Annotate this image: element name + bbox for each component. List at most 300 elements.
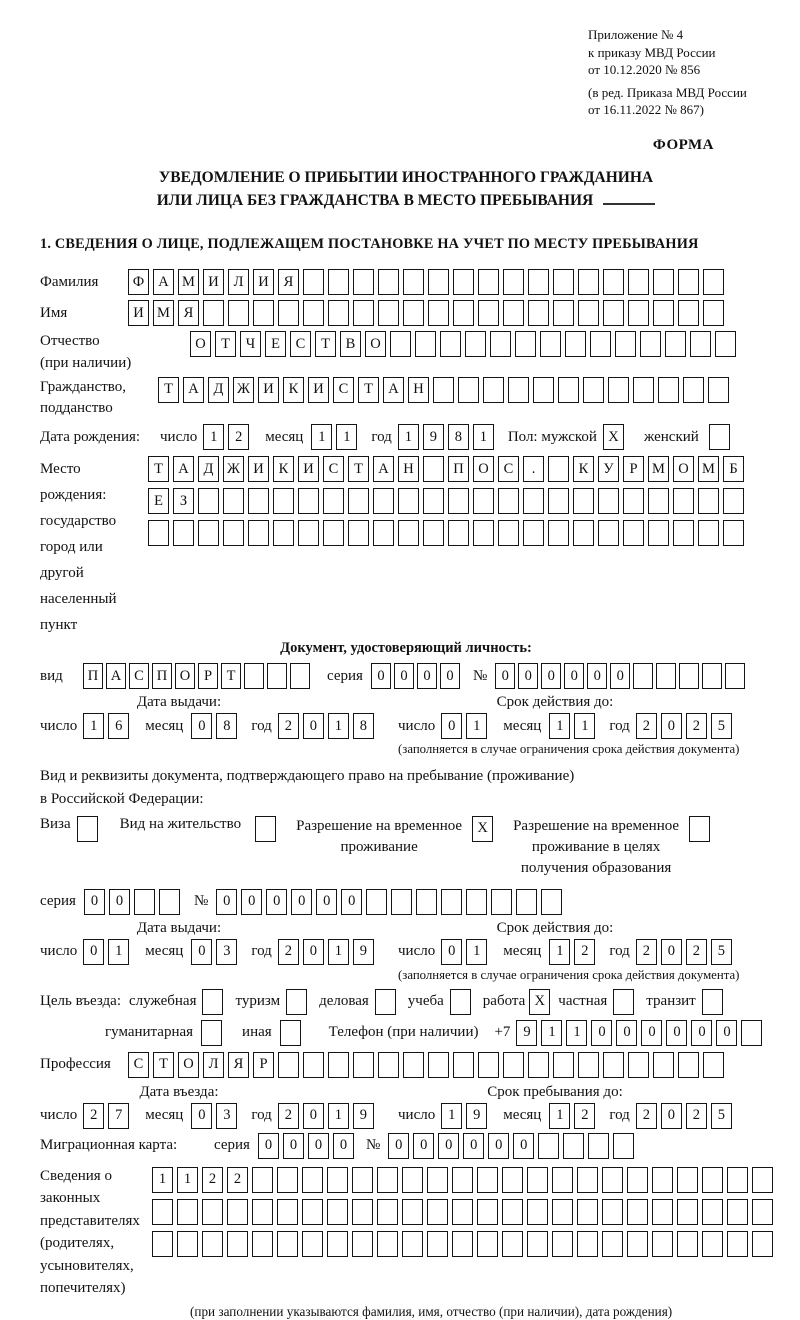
form-cell[interactable]: 0 bbox=[191, 939, 212, 965]
form-cell[interactable]: 6 bbox=[108, 713, 129, 739]
form-cell[interactable] bbox=[528, 300, 549, 326]
form-cell[interactable]: 0 bbox=[541, 663, 561, 689]
form-cell[interactable]: Р bbox=[253, 1052, 274, 1078]
form-cell[interactable] bbox=[633, 377, 654, 403]
form-cell[interactable] bbox=[303, 300, 324, 326]
form-cell[interactable]: 2 bbox=[686, 1103, 707, 1129]
form-cell[interactable] bbox=[223, 520, 244, 546]
form-cell[interactable]: Т bbox=[348, 456, 369, 482]
form-cell[interactable]: 3 bbox=[216, 939, 237, 965]
form-cell[interactable] bbox=[159, 889, 180, 915]
form-cell[interactable] bbox=[427, 1199, 448, 1225]
form-cell[interactable] bbox=[515, 331, 536, 357]
form-cell[interactable]: Р bbox=[198, 663, 218, 689]
form-cell[interactable] bbox=[458, 377, 479, 403]
form-cell[interactable] bbox=[441, 889, 462, 915]
form-cell[interactable]: П bbox=[448, 456, 469, 482]
form-cell[interactable] bbox=[577, 1199, 598, 1225]
form-cell[interactable]: 0 bbox=[661, 713, 682, 739]
form-cell[interactable] bbox=[523, 520, 544, 546]
form-cell[interactable] bbox=[527, 1199, 548, 1225]
form-cell[interactable] bbox=[613, 1133, 634, 1159]
form-cell[interactable] bbox=[415, 331, 436, 357]
form-cell[interactable] bbox=[403, 300, 424, 326]
form-cell[interactable] bbox=[741, 1020, 762, 1046]
form-cell[interactable] bbox=[603, 300, 624, 326]
form-cell[interactable]: 0 bbox=[441, 939, 462, 965]
form-cell[interactable] bbox=[453, 300, 474, 326]
form-cell[interactable] bbox=[588, 1133, 609, 1159]
form-cell[interactable]: Н bbox=[408, 377, 429, 403]
form-cell[interactable] bbox=[508, 377, 529, 403]
form-cell[interactable] bbox=[398, 520, 419, 546]
form-cell[interactable] bbox=[366, 889, 387, 915]
form-cell[interactable]: 1 bbox=[541, 1020, 562, 1046]
form-cell[interactable] bbox=[677, 1167, 698, 1193]
form-cell[interactable] bbox=[752, 1167, 773, 1193]
form-cell[interactable] bbox=[590, 331, 611, 357]
form-cell[interactable]: 1 bbox=[466, 713, 487, 739]
form-cell[interactable] bbox=[623, 488, 644, 514]
form-cell[interactable] bbox=[427, 1167, 448, 1193]
form-cell[interactable] bbox=[548, 520, 569, 546]
form-cell[interactable]: И bbox=[203, 269, 224, 295]
form-cell[interactable] bbox=[202, 989, 223, 1015]
form-cell[interactable] bbox=[678, 269, 699, 295]
form-cell[interactable] bbox=[328, 300, 349, 326]
form-cell[interactable]: Т bbox=[221, 663, 241, 689]
form-cell[interactable] bbox=[503, 300, 524, 326]
form-cell[interactable]: О bbox=[673, 456, 694, 482]
form-cell[interactable] bbox=[248, 488, 269, 514]
form-cell[interactable] bbox=[403, 1052, 424, 1078]
form-cell[interactable] bbox=[483, 377, 504, 403]
form-cell[interactable]: 0 bbox=[666, 1020, 687, 1046]
form-cell[interactable] bbox=[683, 377, 704, 403]
form-cell[interactable]: Ч bbox=[240, 331, 261, 357]
form-cell[interactable]: 0 bbox=[661, 939, 682, 965]
form-cell[interactable] bbox=[248, 520, 269, 546]
form-cell[interactable]: Ф bbox=[128, 269, 149, 295]
form-cell[interactable]: 0 bbox=[610, 663, 630, 689]
form-cell[interactable] bbox=[473, 488, 494, 514]
form-cell[interactable]: 5 bbox=[711, 939, 732, 965]
form-cell[interactable]: 0 bbox=[83, 939, 104, 965]
form-cell[interactable] bbox=[653, 300, 674, 326]
form-cell[interactable] bbox=[477, 1231, 498, 1257]
form-cell[interactable] bbox=[648, 488, 669, 514]
form-cell[interactable] bbox=[450, 989, 471, 1015]
form-cell[interactable] bbox=[378, 269, 399, 295]
form-cell[interactable] bbox=[298, 488, 319, 514]
form-cell[interactable] bbox=[375, 989, 396, 1015]
form-cell[interactable] bbox=[490, 331, 511, 357]
form-cell[interactable] bbox=[602, 1199, 623, 1225]
form-cell[interactable]: Я bbox=[178, 300, 199, 326]
form-cell[interactable] bbox=[323, 520, 344, 546]
form-cell[interactable] bbox=[615, 331, 636, 357]
form-cell[interactable] bbox=[152, 1199, 173, 1225]
form-cell[interactable] bbox=[302, 1199, 323, 1225]
form-cell[interactable]: 1 bbox=[398, 424, 419, 450]
form-cell[interactable]: Р bbox=[623, 456, 644, 482]
form-cell[interactable] bbox=[252, 1199, 273, 1225]
form-cell[interactable] bbox=[652, 1199, 673, 1225]
form-cell[interactable] bbox=[498, 488, 519, 514]
form-cell[interactable] bbox=[428, 300, 449, 326]
form-cell[interactable]: О bbox=[473, 456, 494, 482]
form-cell[interactable] bbox=[280, 1020, 301, 1046]
form-cell[interactable]: 3 bbox=[216, 1103, 237, 1129]
form-cell[interactable] bbox=[267, 663, 287, 689]
form-cell[interactable] bbox=[727, 1231, 748, 1257]
form-cell[interactable]: 0 bbox=[303, 1103, 324, 1129]
form-cell[interactable] bbox=[628, 269, 649, 295]
form-cell[interactable]: П bbox=[152, 663, 172, 689]
form-cell[interactable] bbox=[227, 1231, 248, 1257]
form-cell[interactable] bbox=[677, 1199, 698, 1225]
form-cell[interactable]: 1 bbox=[152, 1167, 173, 1193]
form-cell[interactable] bbox=[323, 488, 344, 514]
form-cell[interactable] bbox=[448, 488, 469, 514]
form-cell[interactable]: 1 bbox=[203, 424, 224, 450]
form-cell[interactable]: 0 bbox=[394, 663, 414, 689]
form-cell[interactable]: 0 bbox=[441, 713, 462, 739]
form-cell[interactable] bbox=[656, 663, 676, 689]
form-cell[interactable]: 2 bbox=[83, 1103, 104, 1129]
form-cell[interactable]: 1 bbox=[177, 1167, 198, 1193]
form-cell[interactable]: 1 bbox=[549, 1103, 570, 1129]
form-cell[interactable] bbox=[177, 1199, 198, 1225]
form-cell[interactable] bbox=[252, 1167, 273, 1193]
form-cell[interactable] bbox=[452, 1199, 473, 1225]
form-cell[interactable] bbox=[528, 1052, 549, 1078]
form-cell[interactable]: Т bbox=[148, 456, 169, 482]
form-cell[interactable] bbox=[198, 488, 219, 514]
form-cell[interactable]: 8 bbox=[448, 424, 469, 450]
form-cell[interactable]: 0 bbox=[109, 889, 130, 915]
form-cell[interactable]: 2 bbox=[636, 713, 657, 739]
form-cell[interactable] bbox=[423, 456, 444, 482]
form-cell[interactable] bbox=[708, 377, 729, 403]
form-cell[interactable]: Т bbox=[358, 377, 379, 403]
form-cell[interactable]: Т bbox=[315, 331, 336, 357]
form-cell[interactable] bbox=[727, 1167, 748, 1193]
form-cell[interactable] bbox=[553, 269, 574, 295]
form-cell[interactable]: Н bbox=[398, 456, 419, 482]
form-cell[interactable]: 0 bbox=[84, 889, 105, 915]
form-cell[interactable] bbox=[627, 1167, 648, 1193]
form-cell[interactable] bbox=[373, 488, 394, 514]
form-cell[interactable] bbox=[152, 1231, 173, 1257]
form-cell[interactable] bbox=[502, 1231, 523, 1257]
form-cell[interactable]: 9 bbox=[353, 939, 374, 965]
form-cell[interactable] bbox=[290, 663, 310, 689]
form-cell[interactable] bbox=[578, 300, 599, 326]
form-cell[interactable] bbox=[148, 520, 169, 546]
form-cell[interactable] bbox=[433, 377, 454, 403]
form-cell[interactable] bbox=[173, 520, 194, 546]
form-cell[interactable] bbox=[527, 1167, 548, 1193]
form-cell[interactable] bbox=[477, 1167, 498, 1193]
form-cell[interactable] bbox=[628, 1052, 649, 1078]
form-cell[interactable]: 9 bbox=[423, 424, 444, 450]
form-cell[interactable]: Б bbox=[723, 456, 744, 482]
form-cell[interactable]: 2 bbox=[228, 424, 249, 450]
form-cell[interactable]: Е bbox=[265, 331, 286, 357]
form-cell[interactable] bbox=[552, 1167, 573, 1193]
form-cell[interactable]: 0 bbox=[333, 1133, 354, 1159]
form-cell[interactable]: 1 bbox=[549, 713, 570, 739]
form-cell[interactable] bbox=[703, 269, 724, 295]
form-cell[interactable]: К bbox=[273, 456, 294, 482]
form-cell[interactable]: О bbox=[190, 331, 211, 357]
form-cell[interactable]: Т bbox=[215, 331, 236, 357]
form-cell[interactable] bbox=[134, 889, 155, 915]
form-cell[interactable]: С bbox=[333, 377, 354, 403]
form-cell[interactable] bbox=[477, 1199, 498, 1225]
form-cell[interactable] bbox=[689, 816, 710, 842]
form-cell[interactable] bbox=[373, 520, 394, 546]
form-cell[interactable] bbox=[538, 1133, 559, 1159]
form-cell[interactable]: И bbox=[298, 456, 319, 482]
form-cell[interactable]: 0 bbox=[587, 663, 607, 689]
form-cell[interactable] bbox=[702, 1167, 723, 1193]
form-cell[interactable]: 1 bbox=[328, 939, 349, 965]
form-cell[interactable] bbox=[277, 1231, 298, 1257]
form-cell[interactable]: 5 bbox=[711, 1103, 732, 1129]
form-cell[interactable] bbox=[652, 1167, 673, 1193]
form-cell[interactable]: Е bbox=[148, 488, 169, 514]
form-cell[interactable] bbox=[502, 1167, 523, 1193]
form-cell[interactable] bbox=[352, 1167, 373, 1193]
form-cell[interactable]: 2 bbox=[574, 939, 595, 965]
form-cell[interactable] bbox=[453, 269, 474, 295]
form-cell[interactable]: 0 bbox=[513, 1133, 534, 1159]
form-cell[interactable] bbox=[516, 889, 537, 915]
form-cell[interactable]: 1 bbox=[83, 713, 104, 739]
form-cell[interactable] bbox=[473, 520, 494, 546]
form-cell[interactable] bbox=[252, 1231, 273, 1257]
form-cell[interactable] bbox=[679, 663, 699, 689]
form-cell[interactable] bbox=[665, 331, 686, 357]
form-cell[interactable]: 0 bbox=[283, 1133, 304, 1159]
form-cell[interactable] bbox=[573, 488, 594, 514]
form-cell[interactable] bbox=[533, 377, 554, 403]
form-cell[interactable]: 1 bbox=[311, 424, 332, 450]
form-cell[interactable]: А bbox=[383, 377, 404, 403]
form-cell[interactable]: 1 bbox=[328, 713, 349, 739]
form-cell[interactable]: А bbox=[153, 269, 174, 295]
form-cell[interactable] bbox=[540, 331, 561, 357]
form-cell[interactable]: 2 bbox=[227, 1167, 248, 1193]
form-cell[interactable]: 8 bbox=[353, 713, 374, 739]
form-cell[interactable] bbox=[498, 520, 519, 546]
form-cell[interactable]: О bbox=[365, 331, 386, 357]
form-cell[interactable] bbox=[702, 1199, 723, 1225]
form-cell[interactable]: С bbox=[129, 663, 149, 689]
form-cell[interactable] bbox=[727, 1199, 748, 1225]
form-cell[interactable] bbox=[690, 331, 711, 357]
form-cell[interactable]: 0 bbox=[413, 1133, 434, 1159]
form-cell[interactable] bbox=[203, 300, 224, 326]
form-cell[interactable] bbox=[598, 488, 619, 514]
form-cell[interactable]: 0 bbox=[241, 889, 262, 915]
form-cell[interactable] bbox=[201, 1020, 222, 1046]
form-cell[interactable] bbox=[327, 1231, 348, 1257]
form-cell[interactable]: Ж bbox=[233, 377, 254, 403]
form-cell[interactable] bbox=[602, 1167, 623, 1193]
form-cell[interactable] bbox=[563, 1133, 584, 1159]
form-cell[interactable]: 0 bbox=[438, 1133, 459, 1159]
form-cell[interactable]: И bbox=[308, 377, 329, 403]
form-cell[interactable] bbox=[573, 520, 594, 546]
form-cell[interactable] bbox=[552, 1231, 573, 1257]
form-cell[interactable]: 0 bbox=[191, 713, 212, 739]
form-cell[interactable]: 5 bbox=[711, 713, 732, 739]
form-cell[interactable] bbox=[278, 300, 299, 326]
form-cell[interactable]: Т bbox=[153, 1052, 174, 1078]
form-cell[interactable]: 0 bbox=[191, 1103, 212, 1129]
form-cell[interactable] bbox=[698, 488, 719, 514]
form-cell[interactable]: 0 bbox=[303, 713, 324, 739]
form-cell[interactable]: 0 bbox=[488, 1133, 509, 1159]
form-cell[interactable] bbox=[678, 1052, 699, 1078]
form-cell[interactable] bbox=[303, 269, 324, 295]
form-cell[interactable]: К bbox=[573, 456, 594, 482]
form-cell[interactable]: Д bbox=[198, 456, 219, 482]
form-cell[interactable] bbox=[402, 1167, 423, 1193]
form-cell[interactable] bbox=[577, 1231, 598, 1257]
form-cell[interactable]: 2 bbox=[278, 1103, 299, 1129]
form-cell[interactable]: М bbox=[698, 456, 719, 482]
form-cell[interactable] bbox=[391, 889, 412, 915]
form-cell[interactable]: 2 bbox=[636, 939, 657, 965]
form-cell[interactable] bbox=[466, 889, 487, 915]
form-cell[interactable] bbox=[452, 1231, 473, 1257]
form-cell[interactable]: 0 bbox=[691, 1020, 712, 1046]
form-cell[interactable] bbox=[702, 1231, 723, 1257]
form-cell[interactable]: Я bbox=[228, 1052, 249, 1078]
form-cell[interactable] bbox=[578, 1052, 599, 1078]
form-cell[interactable]: М bbox=[648, 456, 669, 482]
form-cell[interactable]: 1 bbox=[473, 424, 494, 450]
form-cell[interactable] bbox=[352, 1231, 373, 1257]
form-cell[interactable] bbox=[703, 1052, 724, 1078]
form-cell[interactable]: Л bbox=[203, 1052, 224, 1078]
form-cell[interactable] bbox=[448, 520, 469, 546]
form-cell[interactable] bbox=[328, 1052, 349, 1078]
form-cell[interactable]: Л bbox=[228, 269, 249, 295]
form-cell[interactable]: А bbox=[183, 377, 204, 403]
form-cell[interactable] bbox=[302, 1167, 323, 1193]
form-cell[interactable]: 0 bbox=[518, 663, 538, 689]
form-cell[interactable] bbox=[273, 488, 294, 514]
form-cell[interactable]: 0 bbox=[258, 1133, 279, 1159]
form-cell[interactable] bbox=[715, 331, 736, 357]
form-cell[interactable] bbox=[298, 520, 319, 546]
form-cell[interactable] bbox=[478, 269, 499, 295]
form-cell[interactable]: У bbox=[598, 456, 619, 482]
form-cell[interactable]: 0 bbox=[341, 889, 362, 915]
form-cell[interactable] bbox=[202, 1199, 223, 1225]
form-cell[interactable]: 0 bbox=[308, 1133, 329, 1159]
form-cell[interactable] bbox=[416, 889, 437, 915]
form-cell[interactable] bbox=[353, 300, 374, 326]
form-cell[interactable] bbox=[328, 269, 349, 295]
form-cell[interactable] bbox=[673, 520, 694, 546]
form-cell[interactable]: 2 bbox=[278, 939, 299, 965]
form-cell[interactable]: 0 bbox=[716, 1020, 737, 1046]
form-cell[interactable]: 1 bbox=[328, 1103, 349, 1129]
form-cell[interactable] bbox=[348, 520, 369, 546]
form-cell[interactable] bbox=[653, 269, 674, 295]
form-cell[interactable]: Д bbox=[208, 377, 229, 403]
form-cell[interactable] bbox=[348, 488, 369, 514]
form-cell[interactable] bbox=[352, 1199, 373, 1225]
form-cell[interactable] bbox=[709, 424, 730, 450]
form-cell[interactable] bbox=[202, 1231, 223, 1257]
form-cell[interactable]: 2 bbox=[686, 939, 707, 965]
form-cell[interactable]: 0 bbox=[495, 663, 515, 689]
form-cell[interactable] bbox=[598, 520, 619, 546]
form-cell[interactable]: 2 bbox=[574, 1103, 595, 1129]
form-cell[interactable]: 0 bbox=[216, 889, 237, 915]
form-cell[interactable]: X bbox=[603, 424, 624, 450]
form-cell[interactable] bbox=[702, 989, 723, 1015]
form-cell[interactable]: 9 bbox=[466, 1103, 487, 1129]
form-cell[interactable] bbox=[583, 377, 604, 403]
form-cell[interactable]: И bbox=[258, 377, 279, 403]
form-cell[interactable]: С bbox=[290, 331, 311, 357]
form-cell[interactable]: С bbox=[498, 456, 519, 482]
form-cell[interactable]: 0 bbox=[440, 663, 460, 689]
form-cell[interactable]: О bbox=[175, 663, 195, 689]
form-cell[interactable]: А bbox=[106, 663, 126, 689]
form-cell[interactable] bbox=[577, 1167, 598, 1193]
form-cell[interactable] bbox=[628, 300, 649, 326]
form-cell[interactable]: А bbox=[173, 456, 194, 482]
form-cell[interactable] bbox=[273, 520, 294, 546]
form-cell[interactable] bbox=[428, 269, 449, 295]
form-cell[interactable] bbox=[553, 300, 574, 326]
form-cell[interactable] bbox=[423, 520, 444, 546]
form-cell[interactable] bbox=[677, 1231, 698, 1257]
form-cell[interactable] bbox=[703, 300, 724, 326]
form-cell[interactable] bbox=[608, 377, 629, 403]
form-cell[interactable]: X bbox=[529, 989, 550, 1015]
form-cell[interactable]: 0 bbox=[616, 1020, 637, 1046]
form-cell[interactable] bbox=[277, 1167, 298, 1193]
form-cell[interactable] bbox=[491, 889, 512, 915]
form-cell[interactable]: 1 bbox=[441, 1103, 462, 1129]
form-cell[interactable] bbox=[752, 1231, 773, 1257]
form-cell[interactable]: И bbox=[128, 300, 149, 326]
form-cell[interactable] bbox=[565, 331, 586, 357]
form-cell[interactable] bbox=[603, 269, 624, 295]
form-cell[interactable] bbox=[390, 331, 411, 357]
form-cell[interactable]: 0 bbox=[266, 889, 287, 915]
form-cell[interactable] bbox=[353, 269, 374, 295]
form-cell[interactable]: 0 bbox=[564, 663, 584, 689]
form-cell[interactable]: 2 bbox=[278, 713, 299, 739]
form-cell[interactable] bbox=[402, 1231, 423, 1257]
form-cell[interactable] bbox=[402, 1199, 423, 1225]
form-cell[interactable] bbox=[527, 1231, 548, 1257]
form-cell[interactable]: И bbox=[253, 269, 274, 295]
form-cell[interactable]: 0 bbox=[303, 939, 324, 965]
form-cell[interactable] bbox=[553, 1052, 574, 1078]
